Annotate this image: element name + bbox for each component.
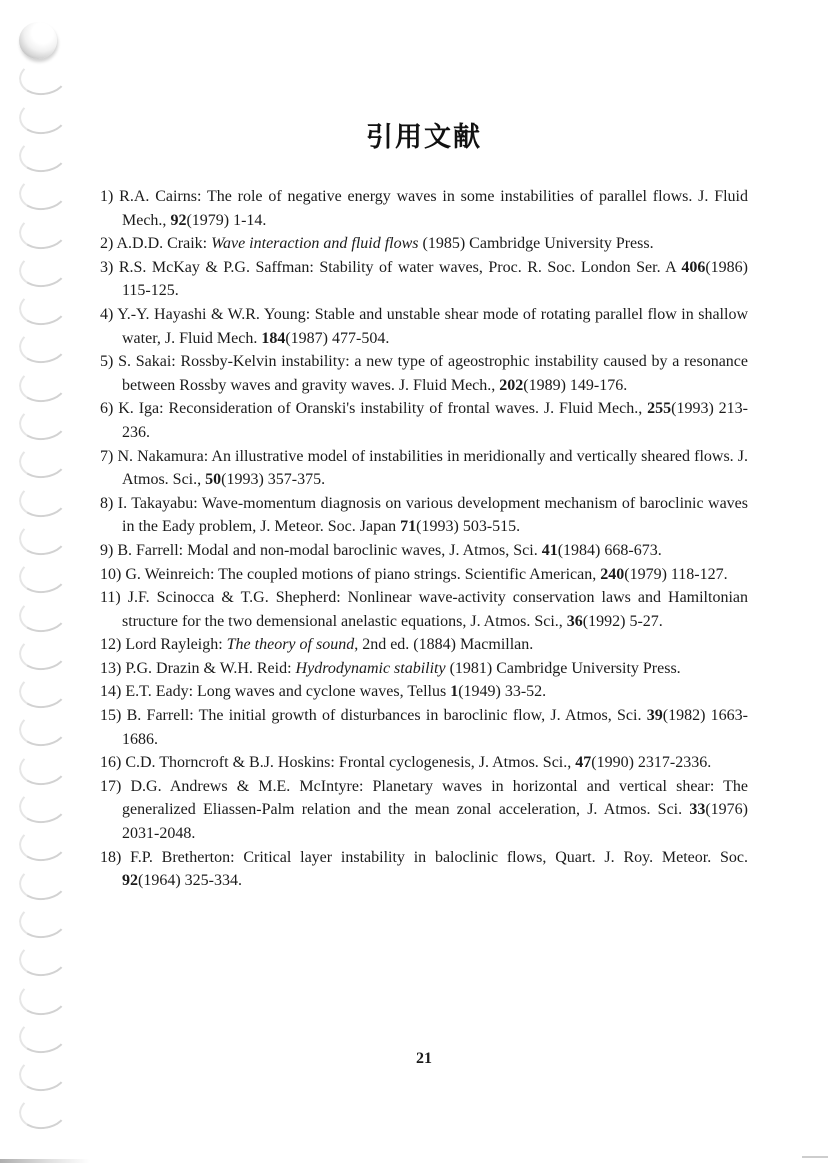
reference-text: (1985) Cambridge University Press.: [418, 235, 654, 253]
reference-text: (1982) 1663-1686.: [122, 707, 748, 748]
scan-edge-artifact: [0, 1159, 90, 1163]
binding-hole: [17, 938, 69, 979]
reference-number: 8): [100, 494, 118, 512]
reference-text: K. Iga: Reconsideration of Oranski's instability of frontal waves. J. Fluid Mech.,: [118, 400, 648, 418]
reference-number: 14): [100, 683, 126, 701]
reference-text: 255: [647, 400, 672, 418]
binding-hole: [17, 670, 69, 711]
reference-text: The theory of sound: [226, 636, 355, 654]
page-content: [100, 118, 748, 893]
reference-text: (1993) 357-375.: [221, 471, 326, 489]
reference-text: E.T. Eady: Long waves and cyclone waves, Tellus: [125, 683, 451, 701]
reference-text: (1984) 668-673.: [557, 541, 662, 559]
binding-hole: [17, 555, 69, 596]
page-title: 引用文献: [366, 122, 482, 153]
reference-text: (1992) 5-27.: [582, 612, 663, 630]
reference-item: [100, 397, 748, 444]
binding-hole: [17, 96, 69, 137]
binding-hole: [17, 594, 69, 635]
reference-text: J.F. Scinocca & T.G. Shepherd: Nonlinear wave-activity conservation laws and Hamiltonian structure for the two demensional anelastic equations, J. Atmos. Sci.,: [122, 589, 748, 630]
reference-number: 2): [100, 235, 117, 253]
reference-item: [100, 563, 748, 587]
binding-hole: [17, 326, 69, 367]
reference-text: (1981) Cambridge University Press.: [445, 659, 681, 677]
reference-text: 50: [205, 471, 222, 489]
reference-text: (1979) 118-127.: [624, 565, 728, 583]
reference-text: 92: [122, 872, 138, 890]
binding-hole: [17, 900, 69, 941]
reference-item: [100, 232, 748, 256]
reference-text: (1989) 149-176.: [523, 376, 628, 394]
reference-text: 33: [689, 801, 706, 819]
reference-item: [100, 704, 748, 751]
reference-item: [100, 492, 748, 539]
binding-hole: [17, 249, 69, 290]
binding-hole: [17, 1092, 69, 1133]
binding-hole: [17, 287, 69, 328]
binding-hole: [17, 58, 69, 99]
reference-number: 11): [100, 589, 128, 607]
reference-text: 41: [541, 541, 558, 559]
binding-hole: [17, 824, 69, 865]
reference-item: [100, 657, 748, 681]
reference-text: B. Farrell: Modal and non-modal baroclinic waves, J. Atmos, Sci.: [117, 541, 542, 559]
binding-hole: [19, 22, 57, 59]
reference-text: 240: [600, 565, 625, 583]
reference-item: [100, 633, 748, 657]
reference-text: (1964) 325-334.: [138, 872, 242, 890]
reference-text: (1979) 1-14.: [186, 211, 267, 229]
reference-text: 1: [450, 683, 459, 701]
reference-text: 202: [499, 376, 524, 394]
reference-number: 9): [100, 541, 118, 559]
reference-list: [100, 185, 748, 893]
binding-hole: [17, 632, 69, 673]
binding-holes: [16, 0, 70, 1167]
reference-text: A.D.D. Craik:: [116, 235, 212, 253]
binding-hole: [17, 402, 69, 443]
reference-number: 18): [100, 848, 131, 866]
reference-item: [100, 680, 748, 704]
scan-edge-artifact: [802, 1156, 828, 1158]
reference-text: 39: [646, 707, 663, 725]
reference-item: [100, 539, 748, 563]
reference-number: 10): [100, 565, 126, 583]
reference-text: Hydrodynamic stability: [295, 659, 446, 677]
reference-item: [100, 303, 748, 350]
reference-text: R.A. Cairns: The role of negative energy waves in some instabilities of parallel flows. J. Fluid Mech.,: [119, 188, 749, 229]
reference-number: 5): [100, 353, 119, 371]
reference-text: 71: [400, 518, 417, 536]
reference-text: 47: [575, 754, 592, 772]
reference-text: Wave interaction and fluid flows: [211, 235, 419, 253]
binding-hole: [17, 517, 69, 558]
reference-number: 17): [100, 777, 131, 795]
binding-hole: [17, 747, 69, 788]
reference-item: [100, 445, 748, 492]
reference-number: 1): [100, 188, 120, 205]
reference-item: [100, 350, 748, 397]
reference-item: [100, 846, 748, 893]
reference-item: [100, 256, 748, 303]
reference-number: 12): [100, 636, 126, 654]
binding-hole: [17, 479, 69, 520]
reference-text: (1993) 213-236.: [122, 400, 749, 441]
reference-number: 13): [100, 659, 126, 677]
reference-text: I. Takayabu: Wave-momentum diagnosis on various development mechanism of baroclinic waves in the Eady problem, J. Meteor. Soc. Japan: [117, 494, 748, 536]
reference-text: (1986) 115-125.: [122, 258, 748, 300]
reference-text: N. Nakamura: An illustrative model of instabilities in meridionally and vertically sheared flows. J. Atmos. Sci.,: [117, 447, 749, 489]
binding-hole: [17, 211, 69, 252]
reference-text: S. Sakai: Rossby-Kelvin instability: a new type of ageostrophic instability caused by a resonance between Rossby waves and gravity waves. J. Fluid Mech.,: [118, 353, 749, 394]
reference-text: B. Farrell: The initial growth of disturbances in baroclinic flow, J. Atmos, Sci.: [126, 707, 647, 725]
reference-text: (1987) 477-504.: [285, 329, 390, 347]
reference-text: F.P. Bretherton: Critical layer instability in baloclinic flows, Quart. J. Roy. Meteor. Soc.: [130, 848, 749, 866]
reference-text: (1993) 503-515.: [416, 518, 521, 536]
reference-text: Lord Rayleigh:: [125, 636, 227, 654]
binding-hole: [17, 1053, 69, 1094]
reference-number: 3): [100, 258, 119, 276]
reference-item: [100, 586, 748, 633]
reference-text: Y.-Y. Hayashi & W.R. Young: Stable and unstable shear mode of rotating parallel flow in shallow water, J. Fluid Mech.: [117, 305, 748, 347]
reference-text: 92: [170, 211, 187, 229]
reference-text: 184: [261, 329, 286, 347]
reference-number: 15): [100, 707, 127, 725]
reference-text: , 2nd ed. (1884) Macmillan.: [354, 636, 534, 654]
binding-hole: [17, 977, 69, 1018]
reference-item: [100, 775, 748, 846]
binding-hole: [17, 134, 69, 175]
reference-number: 7): [100, 447, 118, 465]
binding-hole: [17, 1015, 69, 1056]
reference-text: G. Weinreich: The coupled motions of piano strings. Scientific American,: [125, 565, 601, 583]
binding-hole: [17, 862, 69, 903]
binding-hole: [17, 364, 69, 405]
reference-item: [100, 751, 748, 775]
reference-number: 4): [100, 305, 118, 323]
binding-hole: [17, 785, 69, 826]
reference-item: [100, 185, 748, 232]
reference-text: (1990) 2317-2336.: [591, 754, 712, 772]
reference-text: D.G. Andrews & M.E. McIntyre: Planetary waves in horizontal and vertical shear: The generalized Eliassen-Palm relation and the mean zonal acceleration, J. Atmos. Sci.: [122, 777, 749, 819]
reference-text: C.D. Thorncroft & B.J. Hoskins: Frontal cyclogenesis, J. Atmos. Sci.,: [125, 754, 576, 772]
binding-hole: [17, 441, 69, 482]
reference-text: (1949) 33-52.: [458, 683, 547, 701]
reference-number: 16): [100, 754, 126, 772]
reference-text: P.G. Drazin & W.H. Reid:: [125, 659, 296, 677]
reference-number: 6): [100, 400, 119, 418]
reference-text: (1976) 2031-2048.: [122, 801, 748, 843]
reference-text: 36: [566, 612, 583, 630]
reference-text: R.S. McKay & P.G. Saffman: Stability of water waves, Proc. R. Soc. London Ser. A: [118, 258, 682, 276]
reference-text: 406: [681, 258, 706, 276]
binding-hole: [17, 172, 69, 213]
binding-hole: [17, 709, 69, 750]
page-number: 21: [416, 1050, 432, 1067]
